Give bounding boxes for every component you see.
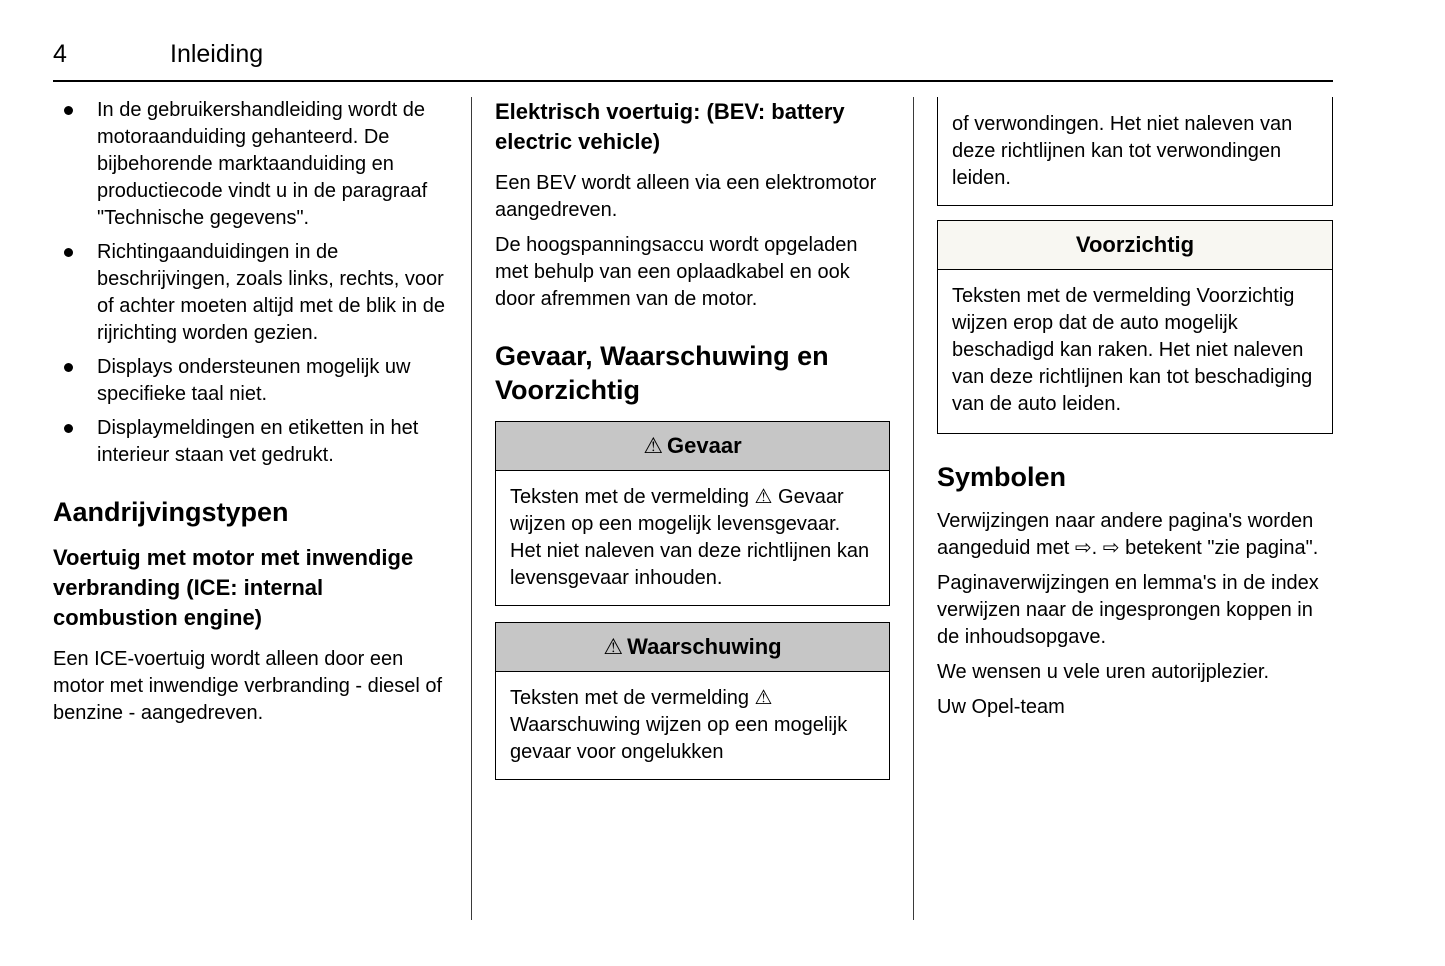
bullet-dot-icon xyxy=(64,363,73,372)
paragraph-signature: Uw Opel-team xyxy=(937,696,1065,718)
column-divider xyxy=(471,97,472,920)
bullet-text: Displays ondersteunen mogelijk uw specifieke taal niet. xyxy=(97,356,411,405)
paragraph-bev-2: De hoogspanningsaccu wordt opgeladen met behulp van een oplaadkabel en ook door afremmen van de motor. xyxy=(495,234,858,310)
page-title: Inleiding xyxy=(170,40,264,68)
warning-box-title: Waarschuwing xyxy=(627,634,782,659)
list-item xyxy=(53,239,448,347)
warning-continuation-text: of verwondingen. Het niet naleven van deze richtlijnen kan tot verwondingen leiden. xyxy=(952,113,1293,189)
caution-box-body: Teksten met de vermelding Voorzichtig wijzen erop dat de auto mogelijk beschadigd kan raken. Het niet naleven van deze richtlijnen kan tot beschadiging van de auto leiden. xyxy=(952,285,1313,415)
list-item xyxy=(53,354,448,408)
paragraph-symbols-references: Verwijzingen naar andere pagina's worden aangeduid met ⇨. ⇨ betekent "zie pagina". xyxy=(937,510,1319,559)
list-item xyxy=(53,415,448,469)
bullet-list xyxy=(53,97,448,469)
section-heading-aandrijvingstypen: Aandrijvingstypen xyxy=(53,497,289,527)
sub-heading-ice: Voertuig met motor met inwendige verbranding (ICE: internal combustion engine) xyxy=(53,545,414,630)
danger-box-header xyxy=(496,422,889,471)
warning-box-body: Teksten met de vermelding ⚠ Waarschuwing wijzen op een mogelijk gevaar voor ongelukken xyxy=(510,687,848,763)
bullet-text: In de gebruikershandleiding wordt de motoraanduiding gehanteerd. De bijbehorende marktaanduiding en productiecode vindt u in de paragraaf "Technische gegevens". xyxy=(97,99,428,229)
page-header xyxy=(53,40,1333,82)
bullet-text: Richtingaanduidingen in de beschrijvingen, zoals links, rechts, voor of achter moeten altijd met de blik in de rijrichting worden gezien. xyxy=(97,241,445,344)
sub-heading-bev: Elektrisch voertuig: (BEV: battery electric vehicle) xyxy=(495,99,845,154)
column-middle xyxy=(495,97,890,920)
column-left xyxy=(53,97,448,920)
column-right xyxy=(937,97,1333,920)
bullet-dot-icon xyxy=(64,424,73,433)
warning-triangle-icon: ⚠ xyxy=(643,433,664,458)
list-item xyxy=(53,97,448,232)
caution-box xyxy=(937,220,1333,434)
warning-continuation-box xyxy=(937,97,1333,206)
warning-box-header xyxy=(496,623,889,672)
paragraph-symbols-index: Paginaverwijzingen en lemma's in de index verwijzen naar de ingesprongen koppen in de inhoudsopgave. xyxy=(937,572,1319,648)
column-divider xyxy=(913,97,914,920)
section-heading-gevaar-waarschuwing: Gevaar, Waarschuwing en Voorzichtig xyxy=(495,341,829,405)
paragraph-bev-1: Een BEV wordt alleen via een elektromotor aangedreven. xyxy=(495,172,877,221)
paragraph-ice: Een ICE-voertuig wordt alleen door een motor met inwendige verbranding - diesel of benzine - aangedreven. xyxy=(53,648,443,724)
caution-box-header xyxy=(938,221,1332,270)
bullet-dot-icon xyxy=(64,248,73,257)
bullet-text: Displaymeldingen en etiketten in het interieur staan vet gedrukt. xyxy=(97,417,419,466)
danger-box-title: Gevaar xyxy=(667,433,742,458)
warning-box xyxy=(495,622,890,780)
caution-box-title: Voorzichtig xyxy=(1075,232,1195,257)
section-heading-symbolen: Symbolen xyxy=(937,462,1067,492)
page-number: 4 xyxy=(53,40,67,68)
danger-box-body: Teksten met de vermelding ⚠ Gevaar wijzen op een mogelijk levensgevaar. Het niet naleven van deze richtlijnen kan levensgevaar inhouden. xyxy=(510,486,870,589)
danger-box xyxy=(495,421,890,606)
content-area xyxy=(53,97,1333,920)
paragraph-wishes: We wensen u vele uren autorijplezier. xyxy=(937,661,1270,683)
bullet-dot-icon xyxy=(64,106,73,115)
warning-triangle-icon: ⚠ xyxy=(603,634,624,659)
